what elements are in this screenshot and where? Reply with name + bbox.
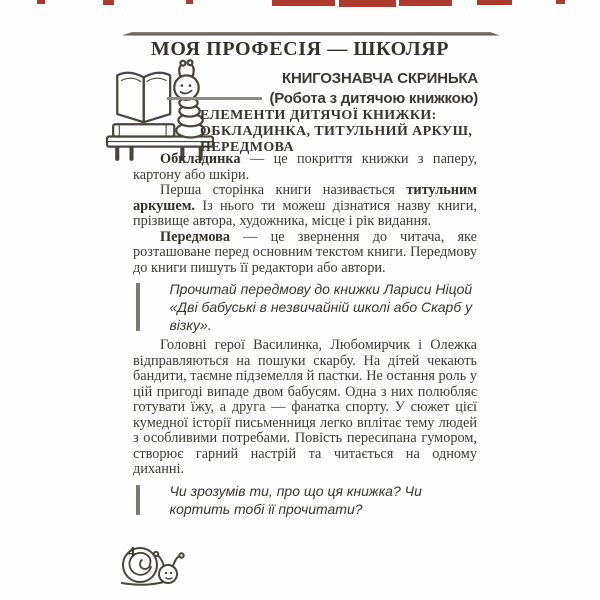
task-comprehension-question-text: Чи зрозумів ти, про що ця книжка? Чи кортить тобі її прочитати? — [169, 482, 422, 517]
top-ornament-segment — [186, 0, 193, 4]
paragraph-cover-text: — це покриття книжки з паперу, картону або шкіри. — [133, 151, 477, 183]
top-ornament-segment — [556, 0, 565, 4]
paragraph-title-sheet-end: Із нього ти можеш дізнатися назву книги, прізвище автора, художника, місце і рік видання. — [133, 197, 477, 229]
page-number: 4 — [128, 545, 135, 560]
lesson-title-line: ОБКЛАДИНКА, ТИТУЛЬНИЙ АРКУШ, — [200, 124, 473, 140]
body-text-column — [133, 152, 477, 522]
chapter-rule — [122, 32, 500, 36]
top-ornament-segment — [477, 0, 512, 5]
top-ornament-segment — [272, 0, 335, 6]
rubric-block — [167, 70, 478, 107]
paragraph-cover — [133, 152, 477, 183]
paragraph-story-summary: Головні герої Василинка, Любомирчик і Олежка відправляються на пошуки скарбу. На дітей чекають бандити, таємне підземелля й пастки. Не остання роль у цій пригоді випаде двом бабусям. Одна з них полюбляє готувати їжу, а друга — фанатка спорту. У сюжет цієї кумедної історії письменниця легко вплітає тему людей з особливими потребами. Повість пересипана гумором, створює гарний настрій та читається на одному диханні. — [133, 337, 478, 477]
top-ornament-segment — [399, 0, 452, 6]
paragraph-title-sheet — [133, 183, 477, 230]
rubric-dash-line — [167, 97, 262, 100]
task-read-foreword — [133, 280, 477, 334]
paragraph-title-sheet-start: Перша сторінка книги називається — [160, 182, 407, 198]
paragraph-foreword-text: — це звернення до читача, яке розташоване перед основним текстом книги. Передмову до книги пишуть її редактори або автори. — [133, 228, 477, 276]
lesson-title — [200, 108, 472, 157]
rubric-title: КНИГОЗНАВЧА СКРИНЬКА — [282, 70, 478, 87]
task-read-foreword-text: Прочитай передмову до книжки Лариси Ніцой «Дві бабуські в незвичайній школі або Скарб у візку». — [169, 281, 473, 333]
top-ornament-segment — [339, 0, 396, 7]
lesson-title-line: ПЕРЕДМОВА — [200, 140, 295, 156]
term-foreword: Передмова — [160, 228, 231, 245]
lesson-title-line: ЕЛЕМЕНТИ ДИТЯЧОЇ КНИЖКИ: — [200, 108, 437, 123]
chapter-title: МОЯ ПРОФЕСІЯ — ШКОЛЯР — [150, 38, 450, 60]
term-cover: Обкладинка — [160, 151, 241, 167]
task-comprehension-question — [133, 482, 477, 518]
term-title-sheet: титульним аркушем. — [133, 182, 477, 214]
paragraph-foreword — [133, 230, 477, 277]
top-ornament-segment — [103, 0, 114, 5]
top-ornament-segment — [37, 0, 45, 4]
rubric-subtitle: (Робота з дитячою книжкою) — [269, 90, 478, 107]
